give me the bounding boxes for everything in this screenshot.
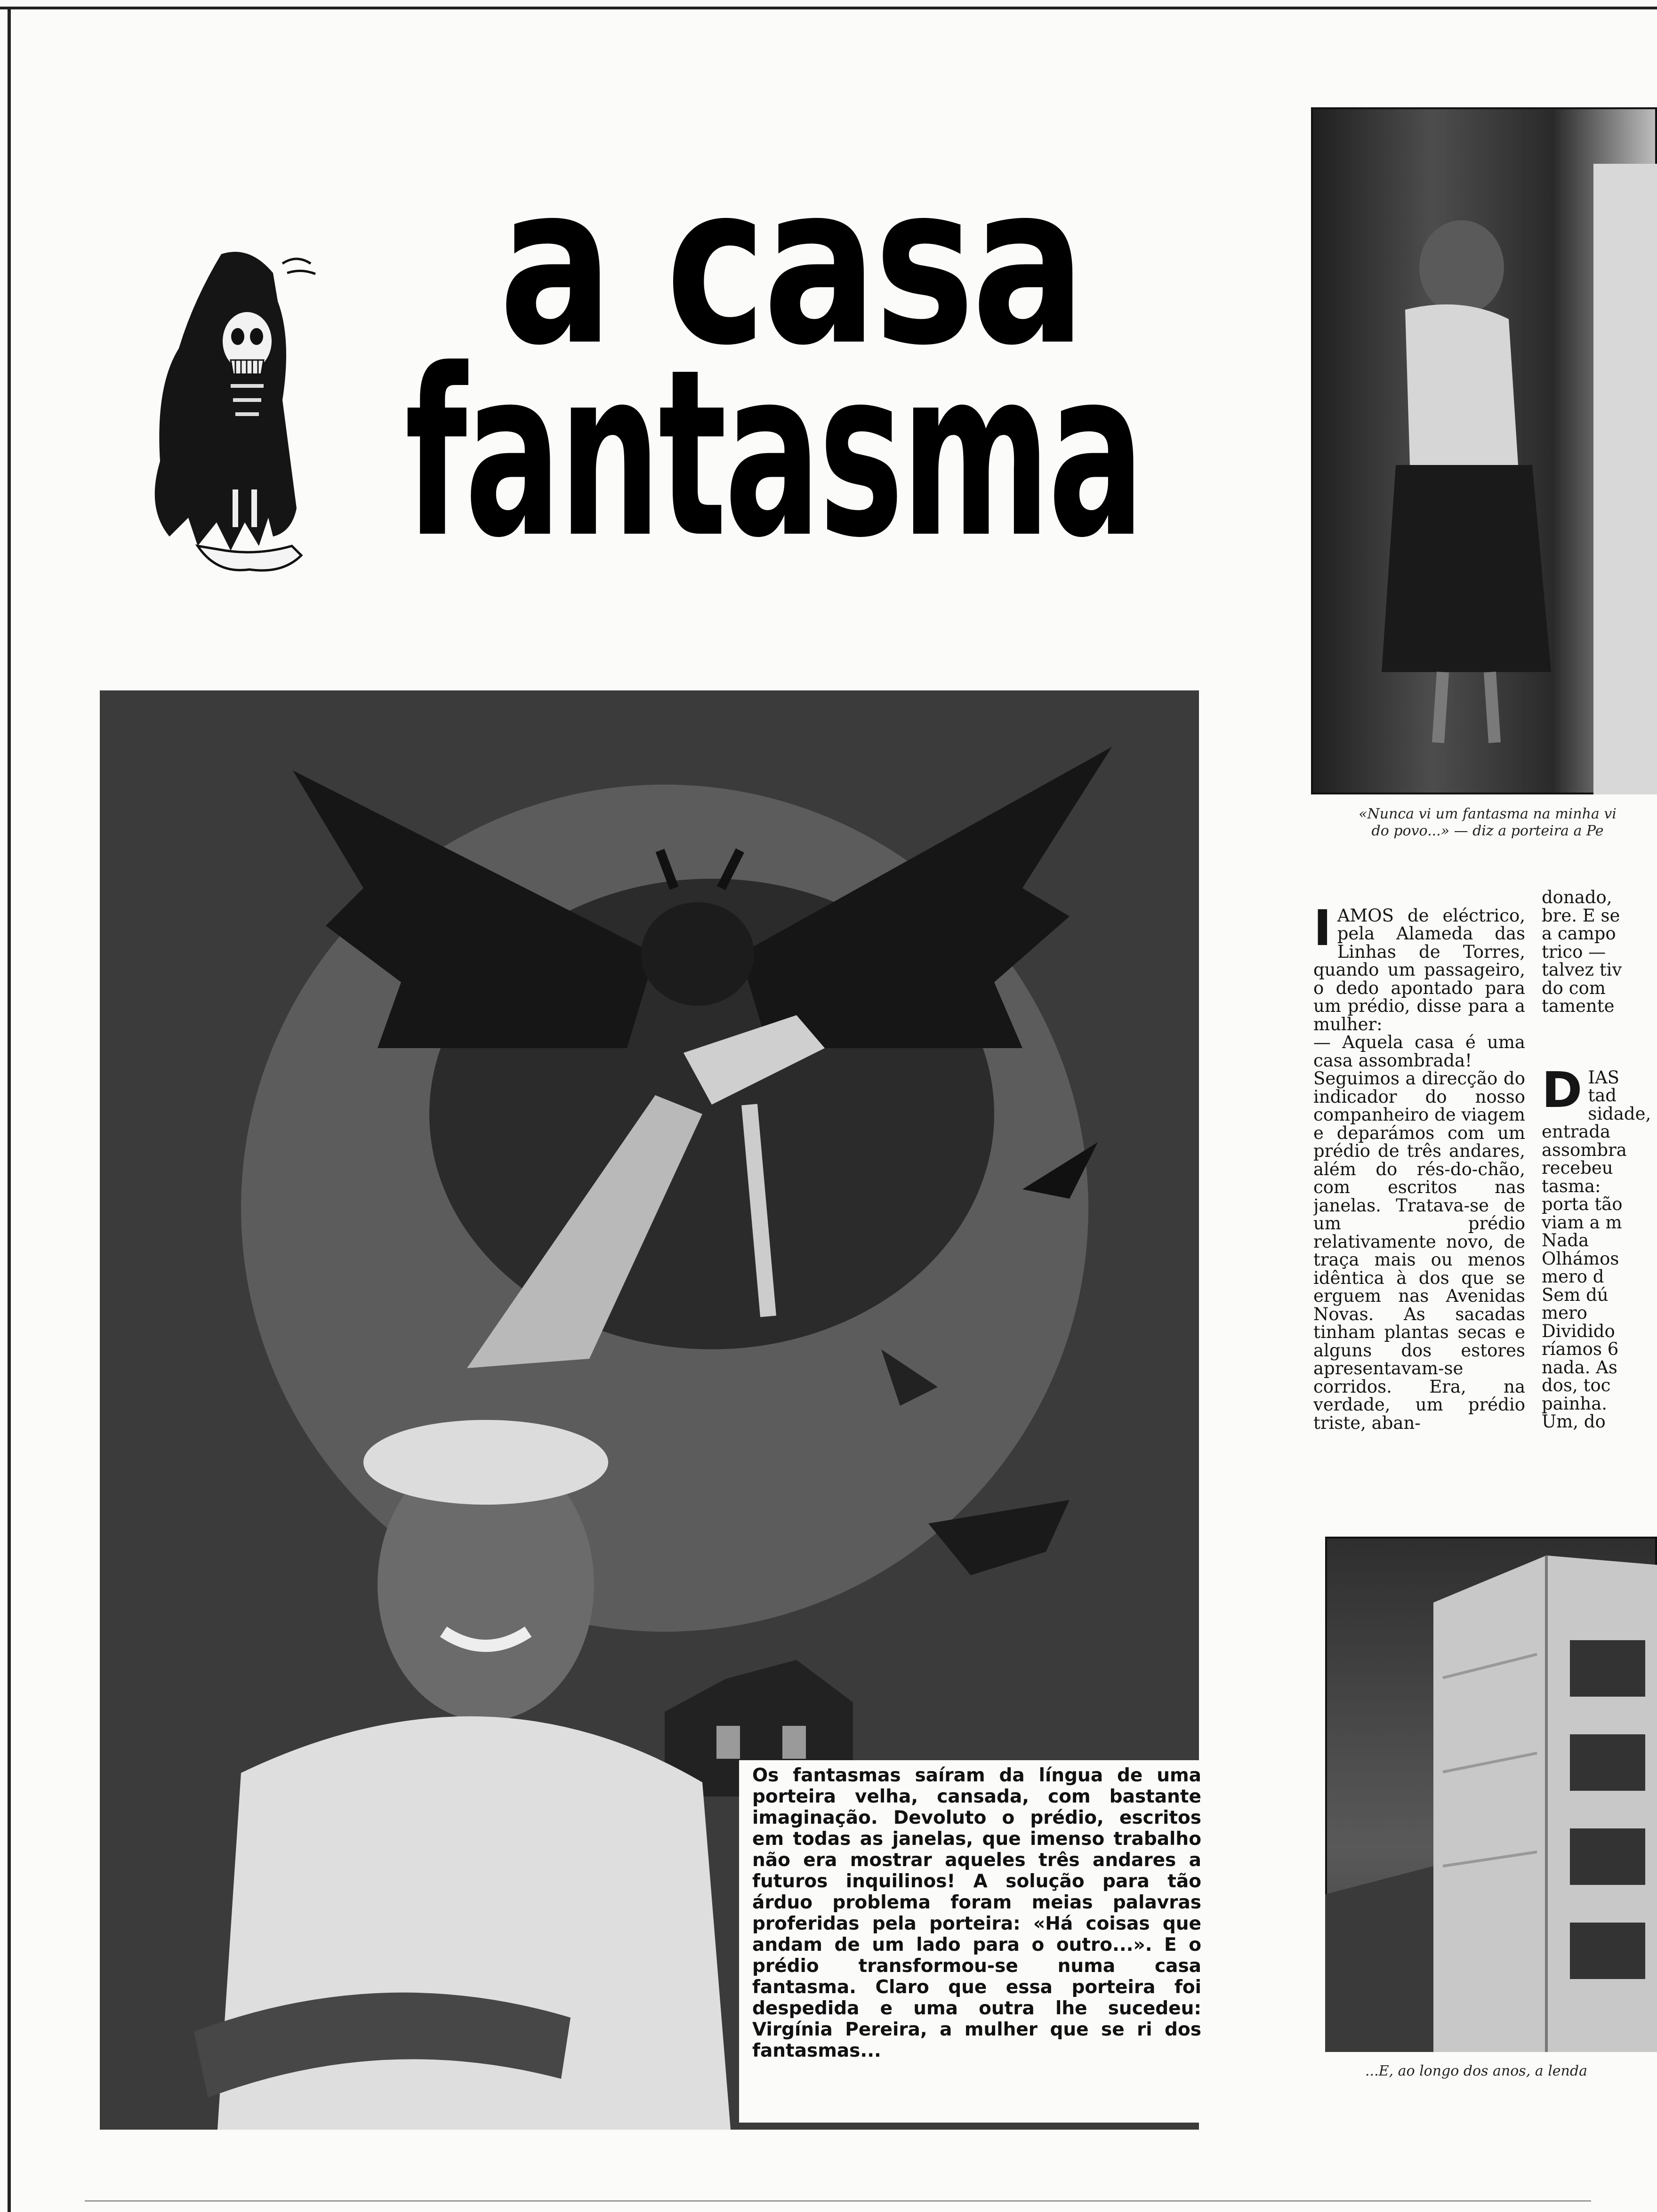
headline-line-2: fantasma [405, 320, 1142, 588]
porteira-photo [1311, 107, 1657, 794]
article-column-1-text: AMOS de eléctrico, pela Alameda das Linhas de Torres, quando um passageiro, o dedo apontado para um prédio, disse para a mulher: — Aquela casa é uma casa assombrada! Seguimos a direcção do indicador do nosso companheiro de viagem e deparámos com um prédio de três andares, além do rés-do-chão, com escritos nas janelas. Tratava-se de um prédio relativamente novo, de traça mais ou menos idêntica à dos que se erguem nas Avenidas Novas. As sacadas tinham plantas secas e alguns dos estores apresentavam-se corridos. Era, na verdade, um prédio triste, aban- [1313, 905, 1525, 1433]
article-column-1 [1313, 889, 1525, 1482]
left-rule [8, 7, 11, 2212]
grim-reaper-illustration [141, 245, 320, 584]
article-column-2 [1542, 1050, 1657, 1502]
article-column-2-text: IAS tad sidade, entrada assombra recebeu tasma: porta tão viam a m Nada Olhámos mero d Sem dú mero Dividido ríamos 6 nada. As dos, toc painha. Um, do [1542, 1067, 1651, 1432]
bottom-rule [85, 2200, 1591, 2202]
drop-cap-d: D [1542, 1061, 1583, 1119]
lead-box-text: Os fantasmas saíram da língua de uma porteira velha, cansada, com bastante imaginação. Devoluto o prédio, escritos em todas as janelas, que imenso trabalho não era mostrar aqueles três andares a futuros inquilinos! A solução para tão árduo problema foram meias palavras proferidas pela porteira: «Há coisas que andam de um lado para o outro...». E o prédio transformou-se numa casa fantasma. Claro que essa porteira foi despedida e uma outra lhe sucedeu: Virgínia Pereira, a mulher que se ri dos fantasmas... [739, 1760, 1210, 2123]
headline-line-1: a casa [499, 137, 1083, 394]
drop-cap-i: I [1313, 899, 1332, 957]
article-column-2-top: donado, bre. E se a campo trico — talvez tiv do com tamente [1542, 889, 1622, 1016]
top-rule [0, 7, 1657, 9]
building-photo [1325, 1537, 1657, 2052]
building-photo-caption: ...E, ao longo dos anos, a lenda [1365, 2063, 1587, 2079]
porteira-photo-caption: «Nunca vi um fantasma na minha vi do povo...» — diz a porteira a Pe [1359, 806, 1617, 839]
